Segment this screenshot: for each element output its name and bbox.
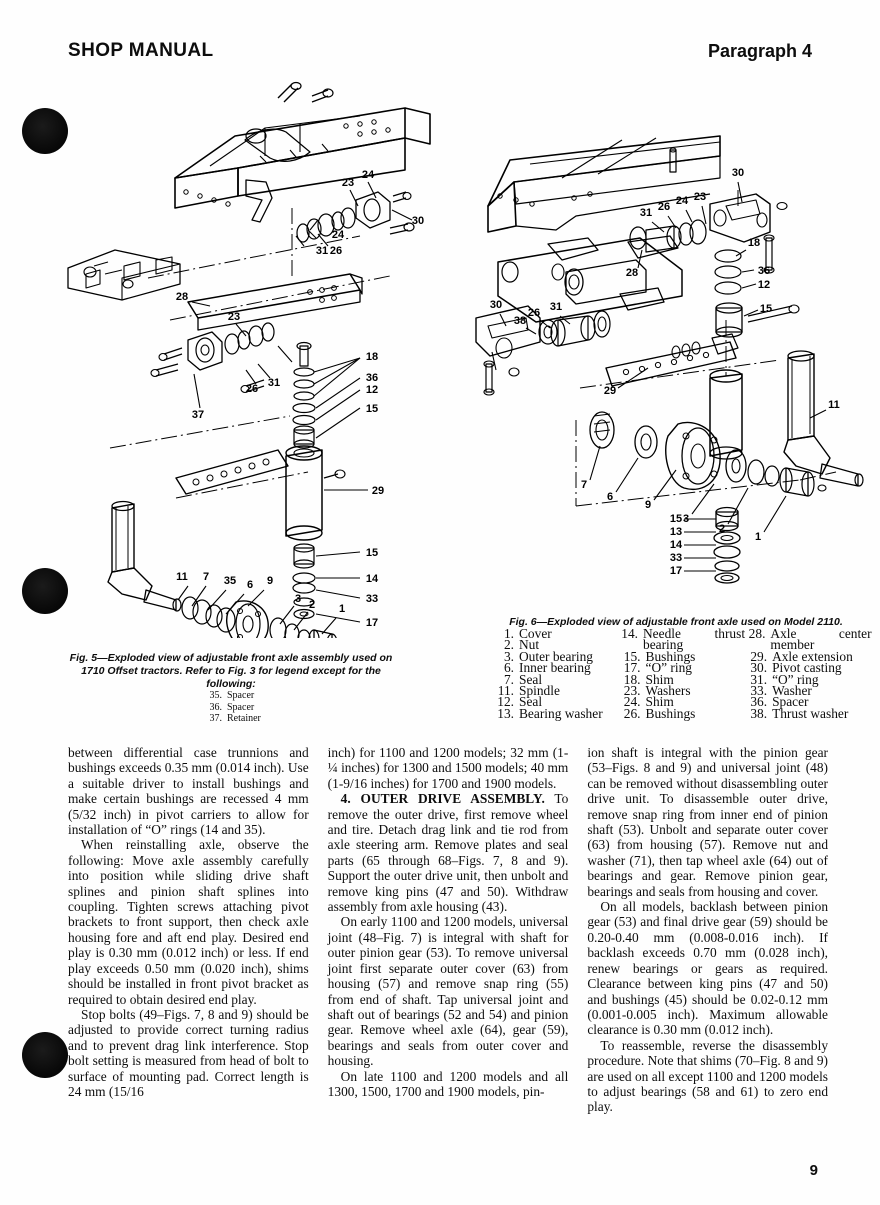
text-column-1 [68, 745, 309, 1155]
svg-text:30: 30 [411, 215, 425, 227]
svg-text:12: 12 [365, 384, 379, 396]
paragraph-body: To remove the outer drive, first remove wheel and tire. Detach drag link and tie rod from axle steering arm. Remove plates and seal parts (65 through 68–Figs. 7, 8 and 9). Support the outer drive unit, then unbolt and remove king pins (47 and 50). Withdraw assembly from axle housing (43). [327, 791, 569, 915]
svg-text:14: 14 [669, 539, 683, 551]
legend-number: 31. [750, 671, 768, 687]
svg-text:26: 26 [329, 245, 343, 257]
legend-item [200, 690, 400, 702]
paragraph: On early 1100 and 1200 models, universal joint (48–Fig. 7) is integral with shaft for outer pinion gear (53). To remove universal joint first separate outer cover (63) from housing (57) and remove snap ring (55) from end of shaft. Tap universal joint and shaft out of bearings (52 and 54) and pinion gear. Remove wheel axle (64), gear (59), bearings and seals from outer cover and housing. [327, 914, 569, 1069]
paragraph-with-heading [328, 791, 569, 914]
svg-text:7: 7 [580, 479, 588, 491]
paragraph: Stop bolts (49–Figs. 7, 8 and 9) should be adjusted to provide correct turning radius and to prevent drag link interference. Stop bolt setting is measured from head of bolt to surface of mounting pad. Correct length is 24 mm (15/16 [68, 1006, 309, 1099]
svg-text:29: 29 [603, 385, 617, 397]
svg-text:28: 28 [625, 267, 639, 279]
svg-text:7: 7 [202, 571, 210, 583]
svg-text:36: 36 [757, 265, 771, 277]
svg-text:31: 31 [315, 245, 329, 257]
legend-number: 15. [623, 648, 641, 664]
figure-6-illustration [470, 120, 870, 620]
svg-text:33: 33 [669, 552, 683, 564]
svg-text:31: 31 [639, 207, 653, 219]
legend-item [745, 628, 872, 651]
svg-text:36: 36 [365, 372, 379, 384]
legend-label: Spacer [227, 701, 255, 713]
svg-text:24: 24 [331, 229, 345, 241]
text-column-2 [328, 745, 569, 1155]
legend-item [619, 705, 746, 721]
svg-text:14: 14 [365, 573, 379, 585]
legend-label: Inner bearing [519, 660, 591, 676]
svg-text:1: 1 [754, 531, 762, 543]
legend-label: Seal [519, 671, 543, 687]
page-header [68, 40, 812, 66]
legend-label: Shim [645, 694, 674, 710]
legend-label: Spacer [227, 690, 255, 701]
paragraph: When reinstalling axle, observe the following: Move axle assembly carefully into position while sliding drive shaft splines and pinion shaft splines into coupling. Tighten screws attaching pivot brackets to front support, then check axle housing fore and aft end play. Desired end play is 0.30 mm (0.012 inch) or less. If end play exceeds 0.50 mm (0.020 inch), shims should be installed in front pivot bracket as required to obtain desired end play. [68, 837, 309, 1007]
binder-hole-icon [22, 1032, 68, 1078]
svg-text:11: 11 [176, 571, 188, 583]
legend-column-1 [492, 628, 619, 719]
svg-text:26: 26 [657, 201, 671, 213]
svg-text:26: 26 [245, 383, 259, 395]
svg-text:17: 17 [365, 617, 379, 629]
section-heading: 4. OUTER DRIVE ASSEMBLY. [340, 791, 545, 807]
svg-text:2: 2 [308, 599, 316, 611]
legend-number: 36. [750, 694, 768, 710]
legend-number: 6. [503, 660, 514, 676]
svg-text:35: 35 [223, 575, 237, 587]
legend-label: Thrust washer [772, 705, 849, 721]
svg-text:37: 37 [191, 409, 205, 421]
paragraph: ion shaft is integral with the pinion gear (53–Figs. 8 and 9) and universal joint (48) can be removed without disassembling outer drive unit. To disassemble outer drive, remove snap ring from inner end of pinion shaft (53). Unbolt and separate outer cover (63) from housing (57). Remove nut and washer (71), then tap wheel axle (64) out of bearings and gear. Remove pinion gear, bearings and seals from housing and cover. [587, 745, 829, 899]
svg-text:6: 6 [246, 579, 254, 591]
legend-number: 11. [497, 683, 514, 699]
legend-number: 7. [503, 671, 514, 687]
svg-text:30: 30 [489, 299, 503, 311]
text-column-3 [587, 745, 828, 1155]
paragraph: On late 1100 and 1200 models and all 1300, 1500, 1700 and 1900 models, pin- [327, 1068, 569, 1099]
svg-text:17: 17 [669, 565, 683, 577]
legend-number: 36. [209, 701, 222, 713]
legend-number: 24. [623, 694, 641, 710]
legend-number: 18. [623, 671, 641, 687]
legend-number: 14. [621, 626, 639, 641]
figure-5-illustration [60, 78, 460, 638]
legend-number: 38. [750, 705, 768, 721]
svg-text:31: 31 [267, 377, 281, 389]
legend-number: 26. [623, 705, 641, 721]
legend-column-2 [619, 628, 746, 719]
svg-text:15: 15 [759, 303, 773, 315]
legend-label: Axle center member [770, 626, 872, 653]
legend-number: 30. [750, 660, 768, 676]
svg-text:15: 15 [365, 403, 379, 415]
paragraph: On all models, backlash between pinion gear (53) and final drive gear (59) should be 0.20-0.40 mm (0.008-0.016 inch). If backlash exceeds 0.70 mm (0.028 inch), renew bearings or gears as required. Clearance between king pins (47 and 50) and bushings (45) should be 0.02-0.12 mm (0.001-0.005 inch). Maximum allowable clearance is 0.30 mm (0.012 inch). [587, 899, 829, 1038]
figure-6-caption: Fig. 6—Exploded view of adjustable front axle used on Model 2110. [509, 616, 843, 628]
svg-text:6: 6 [606, 491, 614, 503]
legend-number: 3. [503, 648, 514, 664]
svg-text:24: 24 [361, 169, 375, 181]
legend-column-3 [745, 628, 872, 719]
legend-label: Nut [519, 637, 540, 653]
legend-item [619, 628, 746, 651]
shop-manual-title: SHOP MANUAL [68, 40, 214, 61]
legend-number: 17. [623, 660, 641, 676]
svg-text:31: 31 [549, 301, 563, 313]
page-number: 9 [809, 1162, 818, 1179]
legend-label: Bushings [645, 648, 696, 664]
legend-label: Washer [772, 683, 812, 699]
legend-number: 35. [209, 690, 222, 701]
paragraph: inch) for 1100 and 1200 models; 32 mm (1-¼ inches) for 1300 and 1500 models; 40 mm (1-9/16 inches) for 1700 and 1900 models. [327, 745, 569, 791]
legend-item [745, 705, 872, 721]
svg-text:12: 12 [757, 279, 771, 291]
legend-number: 23. [623, 683, 641, 699]
legend-label: Cover [519, 626, 552, 641]
legend-label: Outer bearing [519, 648, 593, 664]
legend-label: Spacer [772, 694, 809, 710]
svg-text:9: 9 [266, 575, 274, 587]
legend-label: Axle extension [772, 648, 853, 664]
svg-text:23: 23 [693, 191, 707, 203]
legend-label: Seal [519, 694, 543, 710]
svg-text:38: 38 [513, 315, 527, 327]
legend-item [200, 713, 400, 725]
legend-number: 2. [503, 637, 514, 653]
paragraph-reference: Paragraph 4 [707, 41, 812, 61]
legend-number: 29. [750, 648, 768, 664]
paragraph: between differential case trunnions and bushings exceeds 0.35 mm (0.014 inch). Use a suitable driver to install bushings and make certain bushings are recessed 4 mm (5/32 inch) in pivot carriers to allow for installation of “O” rings (14 and 35). [68, 745, 309, 838]
legend-number: 13. [497, 705, 514, 721]
figure-5-legend [200, 690, 400, 725]
svg-text:1: 1 [338, 603, 346, 615]
legend-item [492, 705, 619, 721]
svg-text:15: 15 [669, 513, 683, 525]
legend-label: Needle thrust bearing [643, 626, 746, 653]
svg-text:2: 2 [718, 523, 726, 535]
figure-5-caption: Fig. 5—Exploded view of adjustable front axle assembly used on 1710 Offset tractors. Refer to Fig. 3 for legend except for the following: [69, 652, 393, 690]
legend-item [200, 702, 400, 714]
legend-label: Washers [645, 683, 691, 699]
svg-text:23: 23 [341, 177, 355, 189]
svg-text:3: 3 [682, 513, 690, 525]
legend-label: Bushings [645, 705, 696, 721]
svg-text:15: 15 [365, 547, 379, 559]
legend-number: 37. [209, 713, 222, 725]
legend-label: Shim [645, 671, 674, 687]
svg-text:18: 18 [747, 237, 761, 249]
legend-label: Spindle [519, 683, 560, 699]
legend-number: 1. [503, 626, 514, 641]
svg-text:30: 30 [731, 167, 745, 179]
legend-label: Retainer [227, 713, 261, 725]
legend-label: Bearing washer [519, 705, 603, 721]
legend-label: Pivot casting [772, 660, 842, 676]
legend-number: 12. [497, 694, 514, 710]
legend-label: “O” ring [772, 671, 819, 687]
svg-text:28: 28 [175, 291, 189, 303]
paragraph: To reassemble, reverse the disassembly procedure. Note that shims (70–Fig. 8 and 9) are used on all except 1100 and 1200 models to adjust bearings (58 and 61) to zero end play. [587, 1037, 829, 1115]
svg-text:18: 18 [365, 351, 379, 363]
legend-label: “O” ring [645, 660, 693, 676]
svg-text:24: 24 [675, 195, 689, 207]
svg-text:13: 13 [669, 526, 683, 538]
svg-text:29: 29 [371, 485, 385, 497]
body-text-columns [68, 745, 828, 1155]
svg-text:23: 23 [227, 311, 241, 323]
svg-text:9: 9 [644, 499, 652, 511]
svg-text:11: 11 [828, 399, 840, 411]
svg-text:26: 26 [527, 307, 541, 319]
legend-number: 28. [748, 626, 766, 641]
figure-6-legend [492, 628, 872, 719]
svg-text:33: 33 [365, 593, 379, 605]
svg-text:3: 3 [294, 593, 302, 605]
legend-number: 33. [750, 683, 768, 699]
